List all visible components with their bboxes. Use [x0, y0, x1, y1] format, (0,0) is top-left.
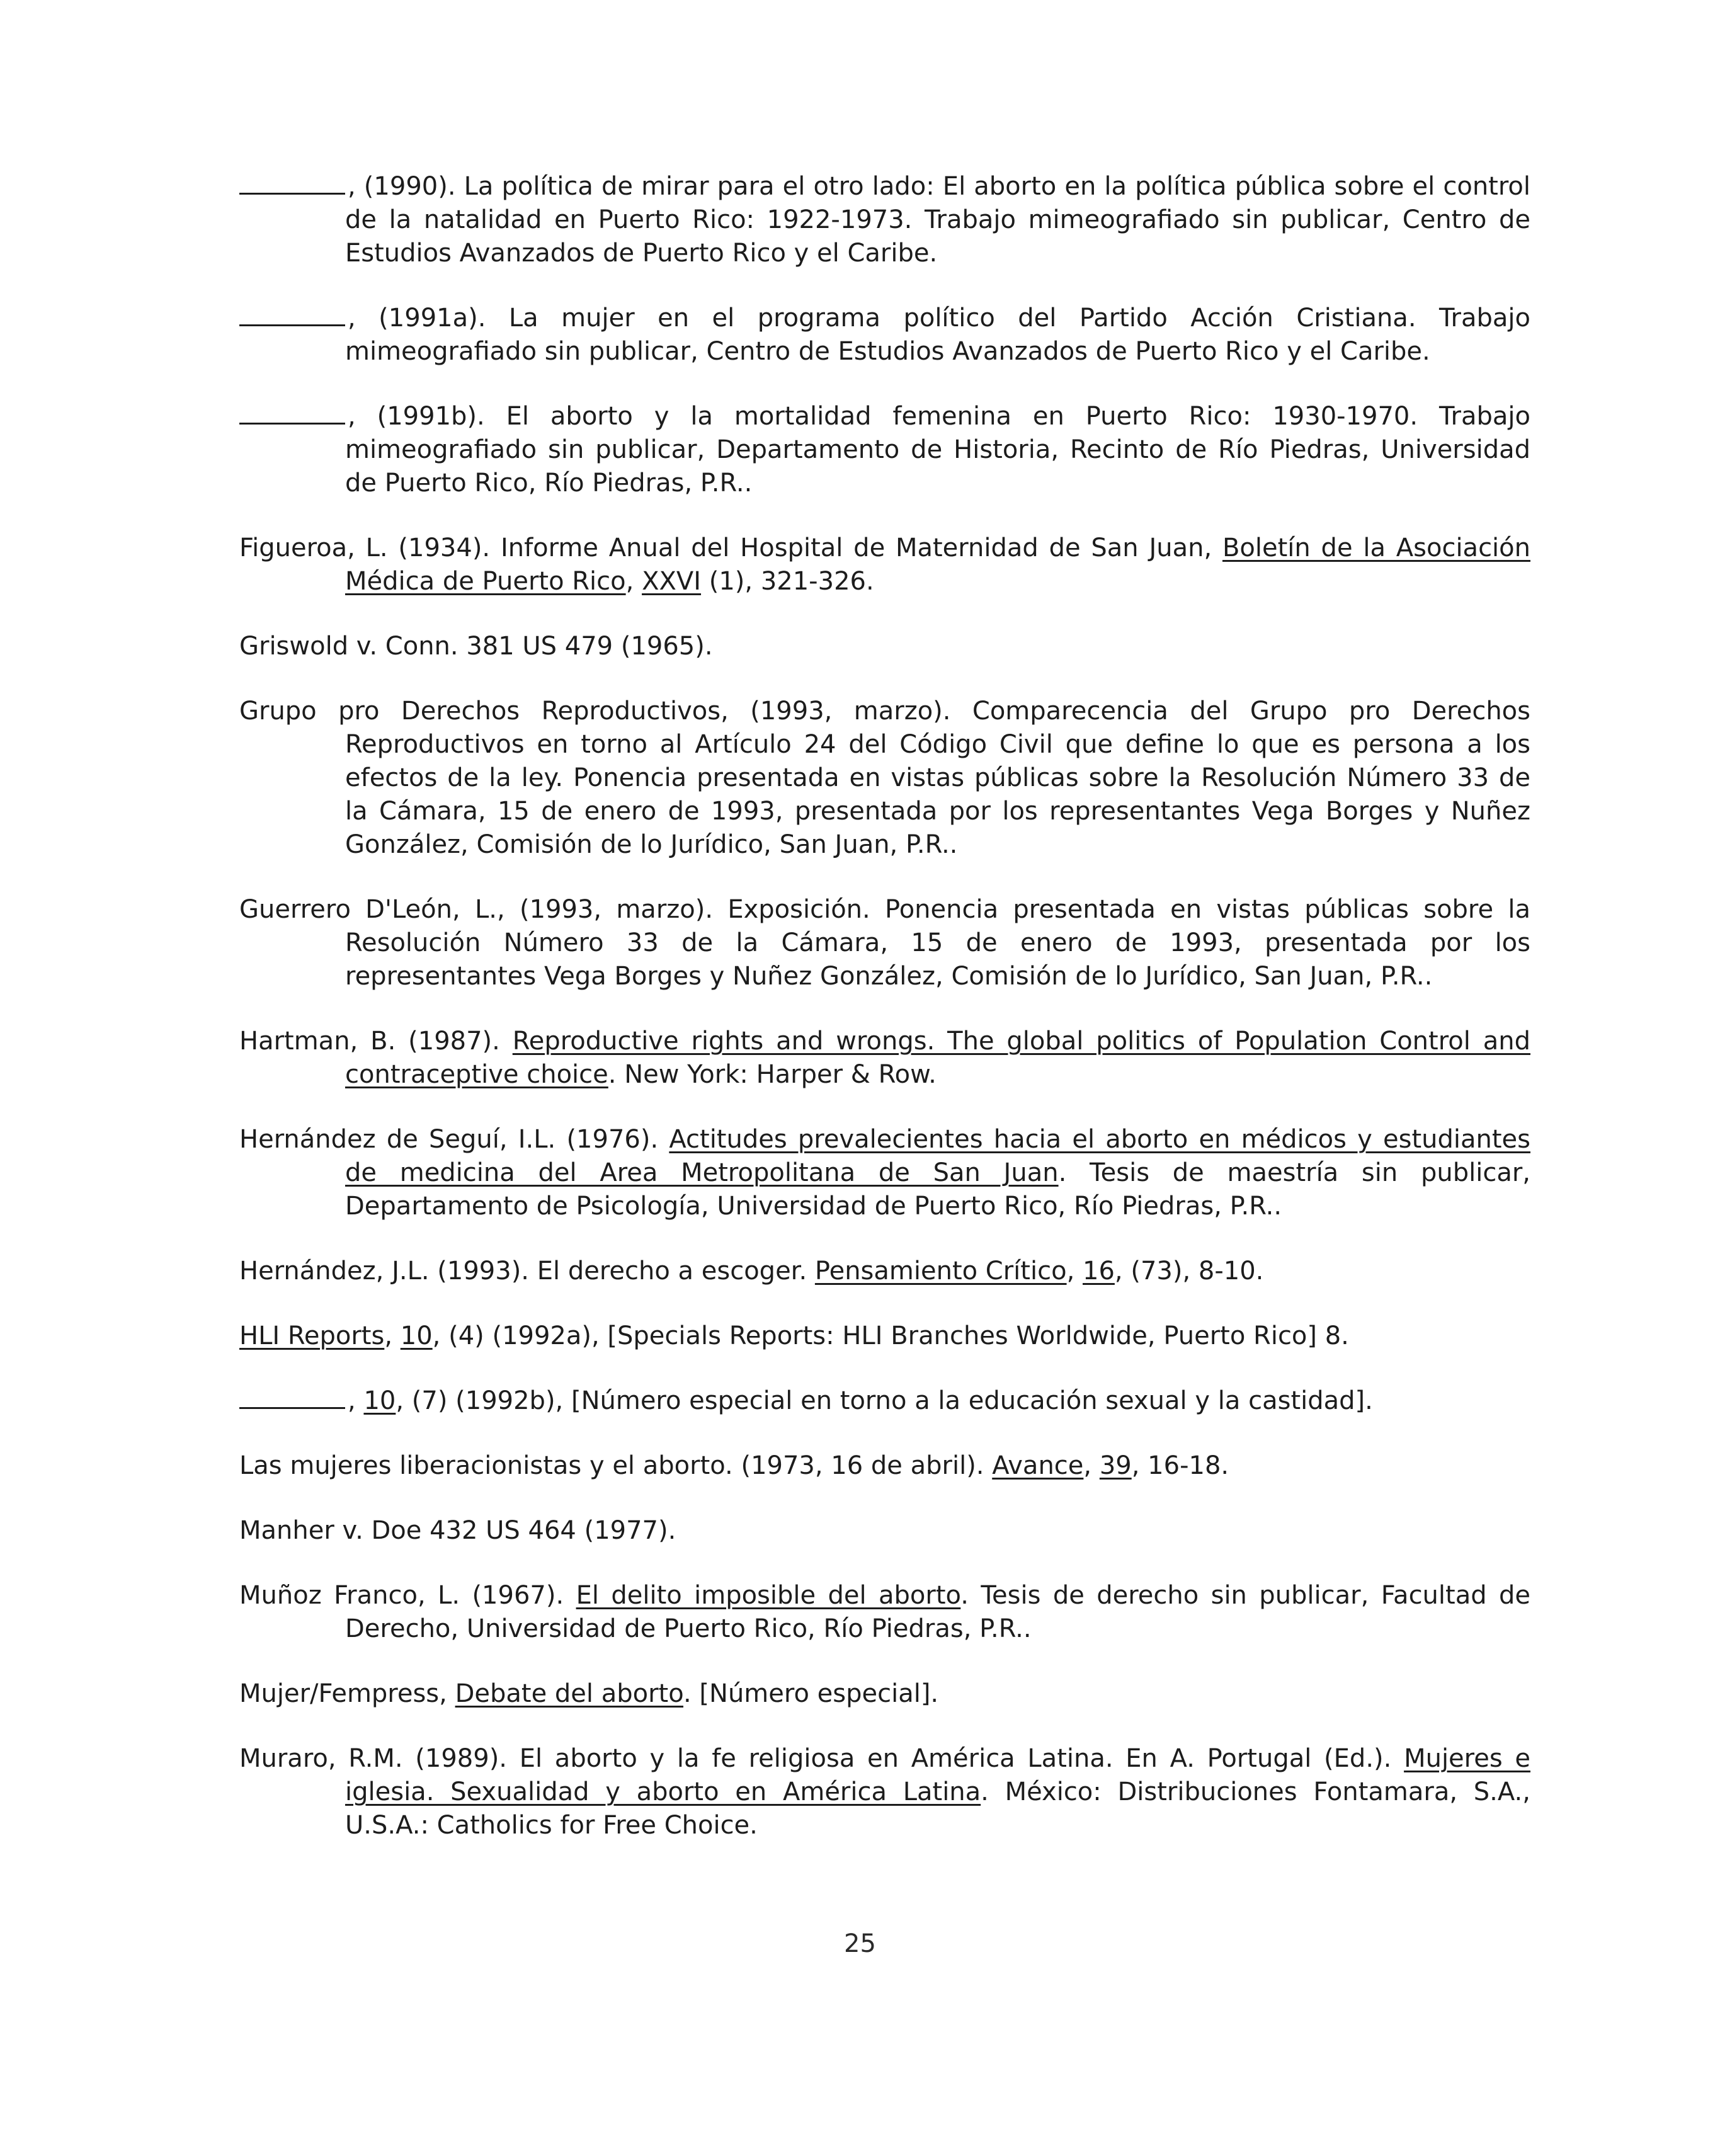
reference-text: Hartman, B. (1987). — [239, 1027, 513, 1056]
repeated-author-dash — [239, 174, 345, 195]
reference-list — [239, 170, 1530, 1874]
underlined-title: Pensamiento Crítico — [814, 1257, 1067, 1286]
reference-text: , — [1066, 1257, 1083, 1286]
repeated-author-dash — [239, 305, 345, 326]
reference-text: Grupo pro Derechos Reproductivos, (1993, marzo). Comparecencia del Grupo pro Derechos Reproductivos en torno al Artículo 24 del Código Civil que define lo que es persona a los efectos de la ley. Ponencia presentada en vistas públicas sobre la Resolución Número 33 de la Cámara, 15 de enero de 1993, presentada por los representantes Vega Borges y Nuñez González, Comisión de lo Jurídico, San Juan, P.R.. — [239, 697, 1530, 859]
reference-text: Guerrero D'León, L., (1993, marzo). Exposición. Ponencia presentada en vistas públicas sobre la Resolución Número 33 de la Cámara, 15 de enero de 1993, presentada por los representantes Vega Borges y Nuñez González, Comisión de lo Jurídico, San Juan, P.R.. — [239, 895, 1530, 991]
reference-text: Griswold v. Conn. 381 US 479 (1965). — [239, 632, 713, 661]
reference-entry — [239, 1025, 1530, 1092]
reference-entry — [239, 893, 1530, 993]
underlined-title: Debate del aborto — [455, 1679, 683, 1708]
reference-text: , (7) (1992b), [Número especial en torno a la educación sexual y la castidad]. — [396, 1386, 1373, 1415]
reference-text: . Tesis de derecho sin publicar, Facultad de Derecho, Universidad de Puerto Rico, Río Piedras, P.R.. — [345, 1581, 1530, 1643]
reference-entry — [239, 400, 1530, 500]
reference-entry — [239, 1742, 1530, 1842]
repeated-author-dash — [239, 1388, 345, 1409]
underlined-title: 10 — [400, 1321, 433, 1350]
reference-text: . New York: Harper & Row. — [608, 1060, 937, 1089]
reference-entry — [239, 695, 1530, 862]
reference-text: , (73), 8-10. — [1114, 1257, 1264, 1286]
reference-text: . Tesis de maestría sin publicar, Departamento de Psicología, Universidad de Puerto Rico, Río Piedras, P.R.. — [345, 1158, 1530, 1221]
reference-text: , (1990). La política de mirar para el otro lado: El aborto en la política pública sobre el control de la natalidad en Puerto Rico: 1922-1973. Trabajo mimeografiado sin publicar, Centro de Estudios Avanzados de Puerto Rico y el Caribe. — [345, 172, 1530, 268]
reference-text: Mujer/Fempress, — [239, 1679, 455, 1708]
reference-text: Manher v. Doe 432 US 464 (1977). — [239, 1516, 676, 1545]
reference-text: Muraro, R.M. (1989). El aborto y la fe religiosa en América Latina. En A. Portugal (Ed.). — [239, 1744, 1404, 1773]
reference-text: , 16-18. — [1131, 1451, 1229, 1480]
underlined-title: El delito imposible del aborto — [576, 1581, 961, 1610]
reference-text: , (1991a). La mujer en el programa político del Partido Acción Cristiana. Trabajo mimeografiado sin publicar, Centro de Estudios Avanzados de Puerto Rico y el Caribe. — [345, 304, 1530, 366]
reference-entry — [239, 1579, 1530, 1646]
underlined-title: Actitudes prevalecientes hacia el aborto en médicos y estudiantes de medicina del Area Metropolitana de San Juan — [345, 1125, 1530, 1187]
reference-text: , (1991b). El aborto y la mortalidad femenina en Puerto Rico: 1930-1970. Trabajo mimeografiado sin publicar, Departamento de Historia, Recinto de Río Piedras, Universidad de Puerto Rico, Río Piedras, P.R.. — [345, 402, 1530, 498]
reference-text: , (4) (1992a), [Specials Reports: HLI Branches Worldwide, Puerto Rico] 8. — [432, 1321, 1349, 1350]
reference-text: , — [625, 567, 642, 596]
page-number: 25 — [844, 1929, 876, 1958]
reference-text: Muñoz Franco, L. (1967). — [239, 1581, 576, 1610]
underlined-title: HLI Reports — [239, 1321, 385, 1350]
reference-entry — [239, 1320, 1530, 1353]
underlined-title: 10 — [363, 1386, 396, 1415]
reference-entry — [239, 1449, 1530, 1483]
underlined-title: Avance — [992, 1451, 1084, 1480]
reference-entry — [239, 302, 1530, 368]
reference-text: (1), 321-326. — [701, 567, 874, 596]
reference-entry — [239, 1384, 1530, 1418]
reference-entry — [239, 1677, 1530, 1711]
reference-text: , — [1083, 1451, 1100, 1480]
underlined-title: Reproductive rights and wrongs. The global politics of Population Control and contraceptive choice — [345, 1027, 1530, 1089]
reference-text: Las mujeres liberacionistas y el aborto. (1973, 16 de abril). — [239, 1451, 993, 1480]
underlined-title: 16 — [1083, 1257, 1115, 1286]
reference-text: . México: Distribuciones Fontamara, S.A., U.S.A.: Catholics for Free Choice. — [345, 1777, 1530, 1840]
underlined-title: Boletín de la Asociación Médica de Puerto Rico — [345, 533, 1530, 596]
reference-text: Hernández de Seguí, I.L. (1976). — [239, 1125, 669, 1154]
reference-text: , — [384, 1321, 401, 1350]
reference-entry — [239, 170, 1530, 270]
reference-text: Hernández, J.L. (1993). El derecho a escoger. — [239, 1257, 815, 1286]
reference-entry — [239, 1514, 1530, 1548]
reference-text: . [Número especial]. — [683, 1679, 939, 1708]
reference-entry — [239, 1123, 1530, 1223]
repeated-author-dash — [239, 404, 345, 425]
reference-entry — [239, 630, 1530, 663]
underlined-title: Mujeres e iglesia. Sexualidad y aborto en América Latina — [345, 1744, 1530, 1806]
underlined-title: 39 — [1099, 1451, 1132, 1480]
reference-text: , — [348, 1386, 364, 1415]
reference-text: Figueroa, L. (1934). Informe Anual del Hospital de Maternidad de San Juan, — [239, 533, 1222, 562]
reference-entry — [239, 1255, 1530, 1288]
underlined-title: XXVI — [642, 567, 702, 596]
reference-entry — [239, 532, 1530, 598]
